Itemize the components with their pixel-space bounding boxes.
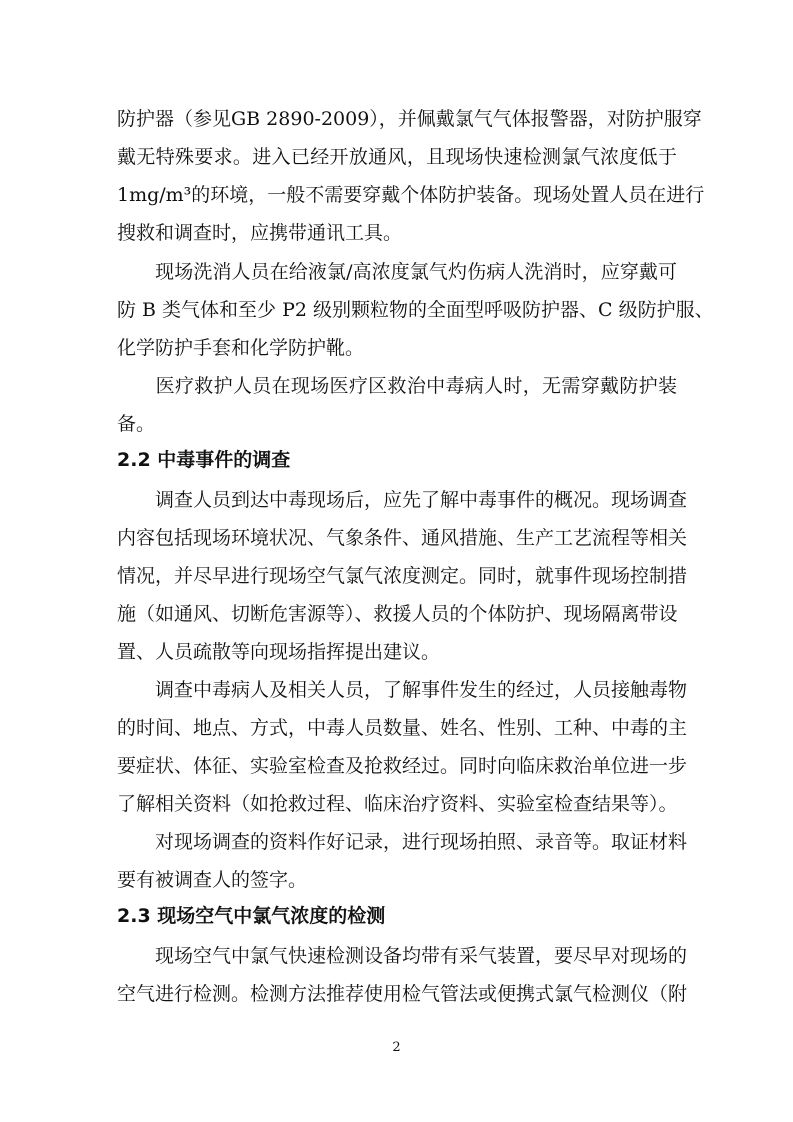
body-line: 化学防护手套和化学防护靴。 [117,337,365,359]
body-line: 了解相关资料（如抢救过程、临床治疗资料、实验室检查结果等）。 [117,793,678,815]
body-line: 空气进行检测。检测方法推荐使用检气管法或便携式氯气检测仪（附 [117,983,688,1005]
page-number: 2 [392,1040,401,1055]
body-line: 医疗救护人员在现场医疗区救治中毒病人时，无需穿戴防护装 [117,375,677,397]
body-line: 内容包括现场环境状况、气象条件、通风措施、生产工艺流程等相关 [117,527,688,549]
body-line: 备。 [117,413,156,435]
body-line: 防护器（参见GB 2890-2009），并佩戴氯气气体报警器，对防护服穿 [117,108,702,130]
body-line: 施（如通风、切断危害源等）、救援人员的个体防护、现场隔离带设 [117,603,678,625]
body-line: 防 B 类气体和至少 P2 级别颗粒物的全面型呼吸防护器、C 级防护服、 [117,299,714,321]
body-line: 戴无特殊要求。进入已经开放通风，且现场快速检测氯气浓度低于 [117,146,677,168]
body-line: 的时间、地点、方式，中毒人员数量、姓名、性别、工种、中毒的主 [117,717,688,739]
body-line: 要症状、体征、实验室检查及抢救经过。同时向临床救治单位进一步 [117,755,688,777]
body-line: 置、人员疏散等向现场指挥提出建议。 [117,641,441,663]
section-heading-2-3: 2.3 现场空气中氯气浓度的检测 [117,905,386,927]
body-line: 要有被调查人的签字。 [117,869,308,891]
body-line: 现场洗消人员在给液氯/高浓度氯气灼伤病人洗消时，应穿戴可 [117,261,677,283]
section-heading-2-2: 2.2 中毒事件的调查 [117,449,291,471]
body-line: 调查中毒病人及相关人员，了解事件发生的经过，人员接触毒物 [117,679,688,701]
body-line: 1mg/m³的环境，一般不需要穿戴个体防护装备。现场处置人员在进行 [117,184,705,206]
body-line: 现场空气中氯气快速检测设备均带有采气装置，要尽早对现场的 [117,945,688,967]
body-line: 调查人员到达中毒现场后，应先了解中毒事件的概况。现场调查 [117,489,688,511]
body-line: 搜救和调查时，应携带通讯工具。 [117,222,403,244]
body-line: 对现场调查的资料作好记录，进行现场拍照、录音等。取证材料 [117,831,688,853]
body-line: 情况，并尽早进行现场空气氯气浓度测定。同时，就事件现场控制措 [117,565,688,587]
